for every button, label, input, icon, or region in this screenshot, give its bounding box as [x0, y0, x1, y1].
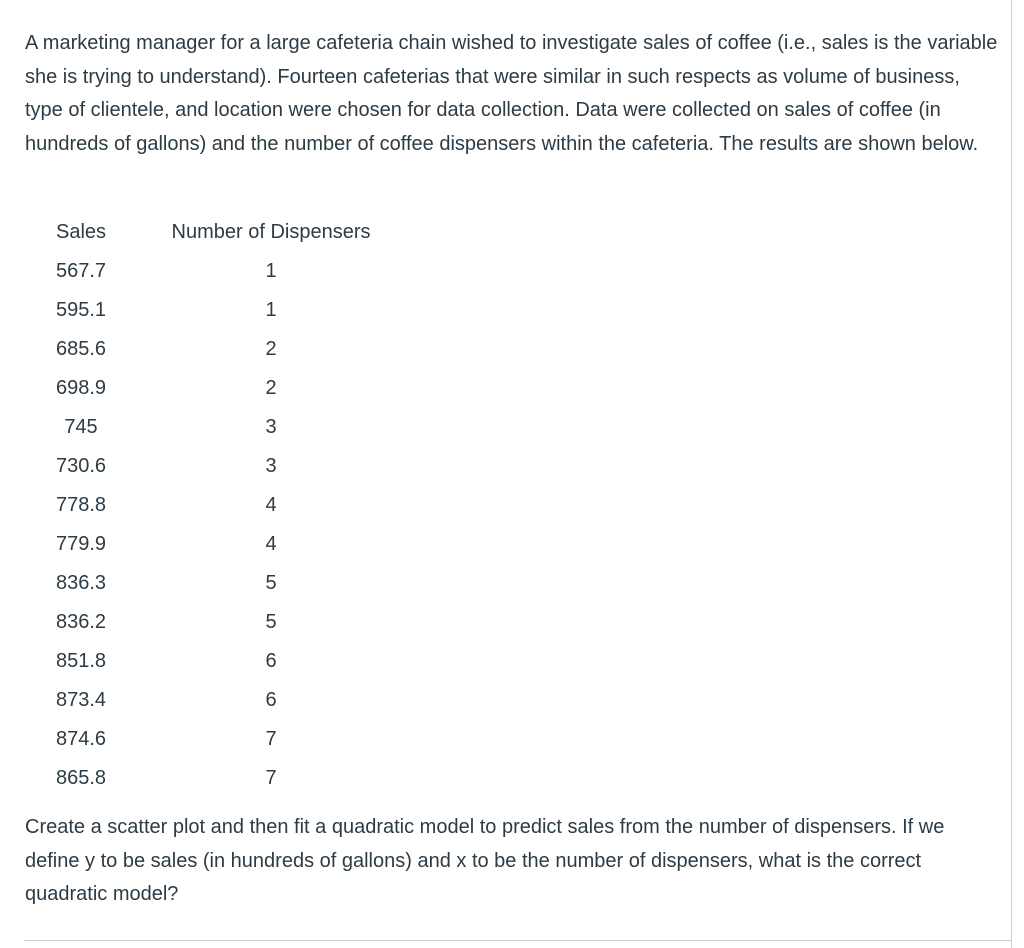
sales-cell: 698.9: [55, 377, 107, 399]
table-row: [34, 291, 380, 330]
dispensers-cell: 1: [265, 299, 277, 321]
sales-cell: 836.2: [55, 611, 107, 633]
sales-cell: 730.6: [55, 455, 107, 477]
dispensers-cell: 7: [265, 767, 277, 789]
table-row: [34, 603, 380, 642]
sales-cell: 595.1: [55, 299, 107, 321]
content-right-border: [1011, 0, 1012, 948]
sales-cell: 778.8: [55, 494, 107, 516]
table-row: [34, 681, 380, 720]
table-row: [34, 252, 380, 291]
question-text: Create a scatter plot and then fit a quadratic model to predict sales from the number of dispensers. If we define y to be sales (in hundreds of gallons) and x to be the number of dispensers, what is the correct quadratic model?: [25, 816, 945, 905]
problem-intro-text: A marketing manager for a large cafeteria chain wished to investigate sales of coffee (i.e., sales is the variable she is trying to understand). Fourteen cafeterias that were similar in such respects as volume of business, type of clientele, and location were chosen for data collection. Data were collected on sales of coffee (in hundreds of gallons) and the number of coffee dispensers within the cafeteria. The results are shown below.: [25, 32, 998, 155]
dispensers-cell: 4: [265, 533, 277, 555]
dispensers-cell: 1: [265, 260, 277, 282]
dispensers-cell: 6: [265, 689, 277, 711]
table-row: [34, 759, 380, 798]
dispensers-cell: 2: [265, 338, 277, 360]
sales-cell: 873.4: [55, 689, 107, 711]
dispensers-cell: 3: [265, 455, 277, 477]
sales-column-header: Sales: [55, 221, 107, 243]
table-header-row: [34, 213, 380, 252]
table-row: [34, 720, 380, 759]
table-row: [34, 642, 380, 681]
sales-cell: 851.8: [55, 650, 107, 672]
dispensers-cell: 2: [265, 377, 277, 399]
dispensers-cell: 3: [265, 416, 277, 438]
dispensers-cell: 6: [265, 650, 277, 672]
table-body: [34, 252, 380, 798]
dispensers-cell: 5: [265, 611, 277, 633]
sales-cell: 567.7: [55, 260, 107, 282]
table-row: [34, 486, 380, 525]
dispensers-cell: 4: [265, 494, 277, 516]
table-row: [34, 525, 380, 564]
sales-cell: 745: [64, 416, 98, 438]
dispensers-column-header: Number of Dispensers: [171, 221, 371, 243]
sales-cell: 836.3: [55, 572, 107, 594]
sales-cell: 865.8: [55, 767, 107, 789]
table-row: [34, 330, 380, 369]
bottom-divider: [24, 940, 1011, 941]
sales-cell: 874.6: [55, 728, 107, 750]
table-row: [34, 564, 380, 603]
sales-cell: 779.9: [55, 533, 107, 555]
table-row: [34, 447, 380, 486]
table-row: [34, 369, 380, 408]
sales-cell: 685.6: [55, 338, 107, 360]
dispensers-cell: 5: [265, 572, 277, 594]
dispensers-cell: 7: [265, 728, 277, 750]
table-row: [34, 408, 380, 447]
sales-dispensers-table: [34, 213, 380, 798]
